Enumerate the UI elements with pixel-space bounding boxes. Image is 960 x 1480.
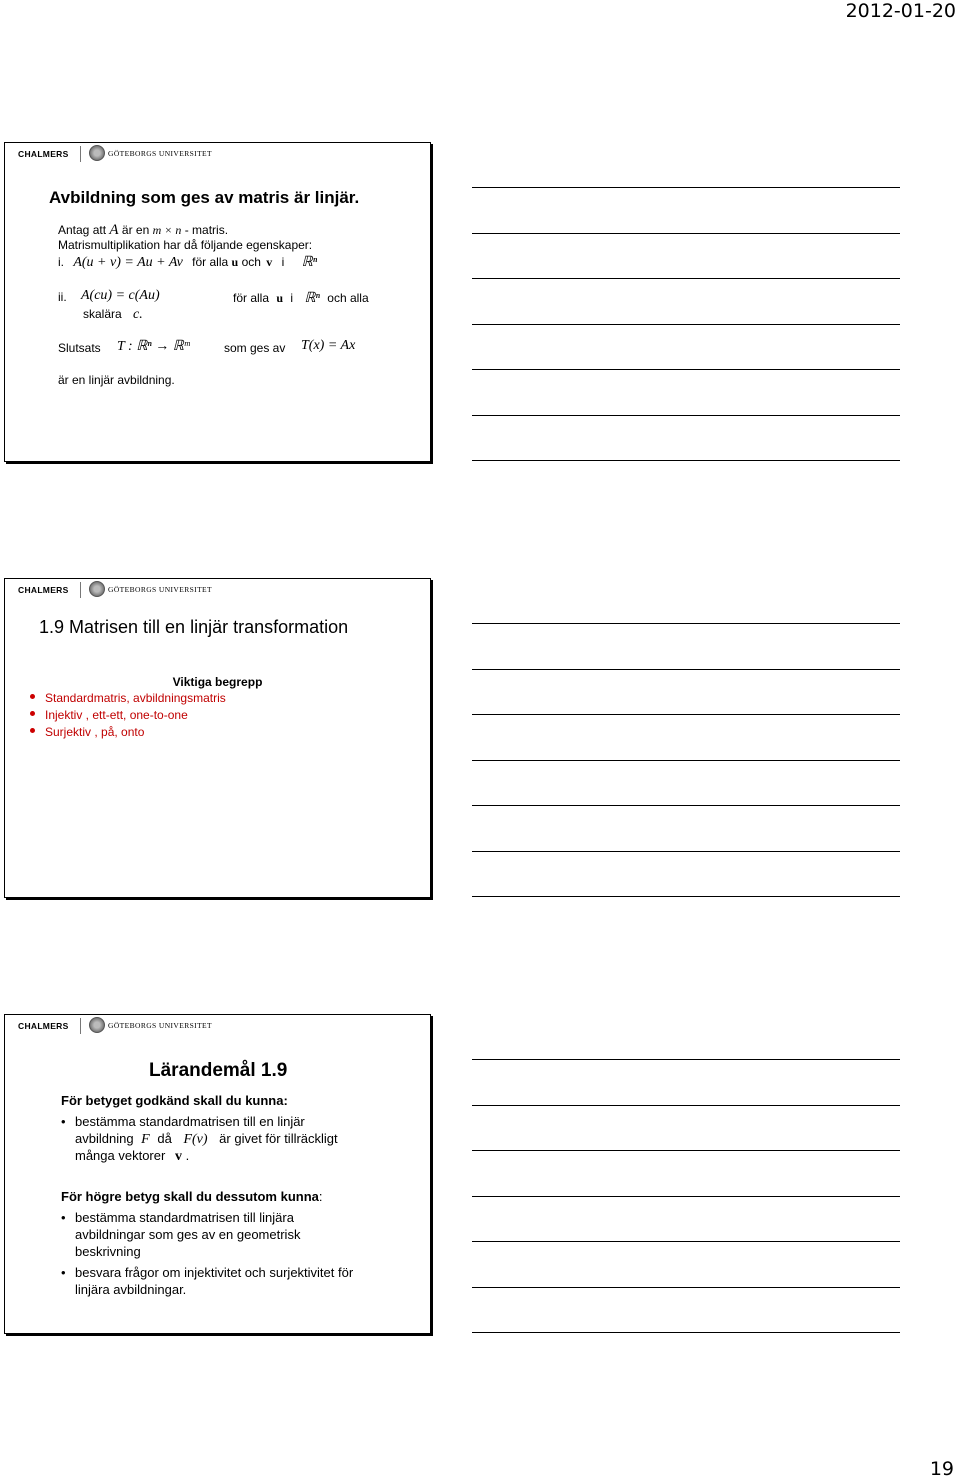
bullet-icon: • bbox=[61, 1265, 66, 1280]
property-ii-formula: A(cu) = c(Au) bbox=[81, 288, 160, 303]
list-item: bestämma standardmatrisen till linjära bbox=[75, 1210, 294, 1225]
heading-higher: För högre betyg skall du dessutom kunna: bbox=[61, 1189, 323, 1204]
slide-3 bbox=[4, 1014, 431, 1334]
note-line bbox=[472, 278, 900, 279]
list-item: avbildning F då F(v) är givet för tillräckligt bbox=[75, 1131, 338, 1147]
gu-logo: GÖTEBORGS UNIVERSITET bbox=[108, 1021, 213, 1030]
logo-bar bbox=[5, 1015, 430, 1037]
heading-pass: För betyget godkänd skall du kunna: bbox=[61, 1093, 288, 1108]
note-line bbox=[472, 1332, 900, 1333]
logo-divider bbox=[80, 582, 81, 598]
list-item: avbildningar som ges av en geometrisk bbox=[75, 1227, 301, 1242]
list-item: Surjektiv , på, onto bbox=[45, 725, 145, 739]
list-item: besvara frågor om injektivitet och surjektivitet för bbox=[75, 1265, 354, 1280]
header-date: 2012-01-20 bbox=[845, 0, 956, 22]
conclusion-label: Slutsats bbox=[58, 341, 101, 355]
logo-bar bbox=[5, 143, 430, 165]
note-line bbox=[472, 324, 900, 325]
page-number: 19 bbox=[929, 1458, 954, 1480]
list-item: Injektiv , ett-ett, one-to-one bbox=[45, 708, 188, 722]
note-line bbox=[472, 669, 900, 670]
bullet-icon bbox=[30, 711, 35, 716]
list-item: bestämma standardmatrisen till en linjär bbox=[75, 1114, 305, 1129]
note-line bbox=[472, 851, 900, 852]
bullet-icon: • bbox=[61, 1210, 66, 1225]
list-item: linjära avbildningar. bbox=[75, 1282, 187, 1297]
bullet-icon bbox=[30, 728, 35, 733]
conclusion-formula: T(x) = Ax bbox=[301, 338, 356, 353]
logo-bar bbox=[5, 579, 430, 601]
note-line bbox=[472, 1105, 900, 1106]
slide-title: Avbildning som ges av matris är linjär. bbox=[49, 188, 360, 207]
chalmers-logo: CHALMERS bbox=[18, 149, 69, 159]
logo-divider bbox=[80, 1018, 81, 1034]
note-line bbox=[472, 760, 900, 761]
assume-line: Antag att A är en m × n - matris. bbox=[58, 222, 229, 238]
slide-subtitle: Viktiga begrepp bbox=[172, 675, 263, 689]
property-ii-label: ii. bbox=[58, 290, 67, 304]
properties-intro: Matrismultiplikation har då följande egenskaper: bbox=[58, 238, 313, 252]
chalmers-logo: CHALMERS bbox=[18, 1021, 69, 1031]
note-line bbox=[472, 187, 900, 188]
note-line bbox=[472, 415, 900, 416]
slide-title: Lärandemål 1.9 bbox=[149, 1060, 288, 1081]
note-line bbox=[472, 1196, 900, 1197]
bullet-icon: • bbox=[61, 1114, 66, 1129]
list-item: många vektorer v . bbox=[75, 1148, 190, 1164]
property-ii-scalar: skalära c. bbox=[83, 307, 143, 322]
note-line bbox=[472, 460, 900, 461]
chalmers-logo: CHALMERS bbox=[18, 585, 69, 595]
logo-divider bbox=[80, 146, 81, 162]
note-line bbox=[472, 805, 900, 806]
note-line bbox=[472, 1241, 900, 1242]
note-line bbox=[472, 714, 900, 715]
gu-seal-icon bbox=[89, 1017, 105, 1033]
list-item: beskrivning bbox=[75, 1244, 141, 1259]
gu-logo: GÖTEBORGS UNIVERSITET bbox=[108, 585, 213, 594]
note-line bbox=[472, 1059, 900, 1060]
property-i: i. A(u + v) = Au + Av för alla u och v i ℝⁿ bbox=[58, 255, 318, 270]
conclusion-text: som ges av bbox=[224, 341, 286, 355]
slide-1 bbox=[4, 142, 431, 462]
conclusion-end: är en linjär avbildning. bbox=[58, 373, 175, 387]
property-ii-text: för alla u i ℝⁿ och alla bbox=[233, 291, 369, 306]
gu-seal-icon bbox=[89, 581, 105, 597]
bullet-icon bbox=[30, 694, 35, 699]
note-line bbox=[472, 233, 900, 234]
note-line bbox=[472, 896, 900, 897]
note-line bbox=[472, 1150, 900, 1151]
slide-2 bbox=[4, 578, 431, 898]
note-line bbox=[472, 1287, 900, 1288]
slide-title: 1.9 Matrisen till en linjär transformation bbox=[39, 617, 349, 637]
list-item: Standardmatris, avbildningsmatris bbox=[45, 691, 226, 705]
gu-logo: GÖTEBORGS UNIVERSITET bbox=[108, 149, 213, 158]
conclusion-map: T : ℝⁿ → ℝᵐ bbox=[117, 339, 190, 354]
gu-seal-icon bbox=[89, 145, 105, 161]
note-line bbox=[472, 623, 900, 624]
note-line bbox=[472, 369, 900, 370]
